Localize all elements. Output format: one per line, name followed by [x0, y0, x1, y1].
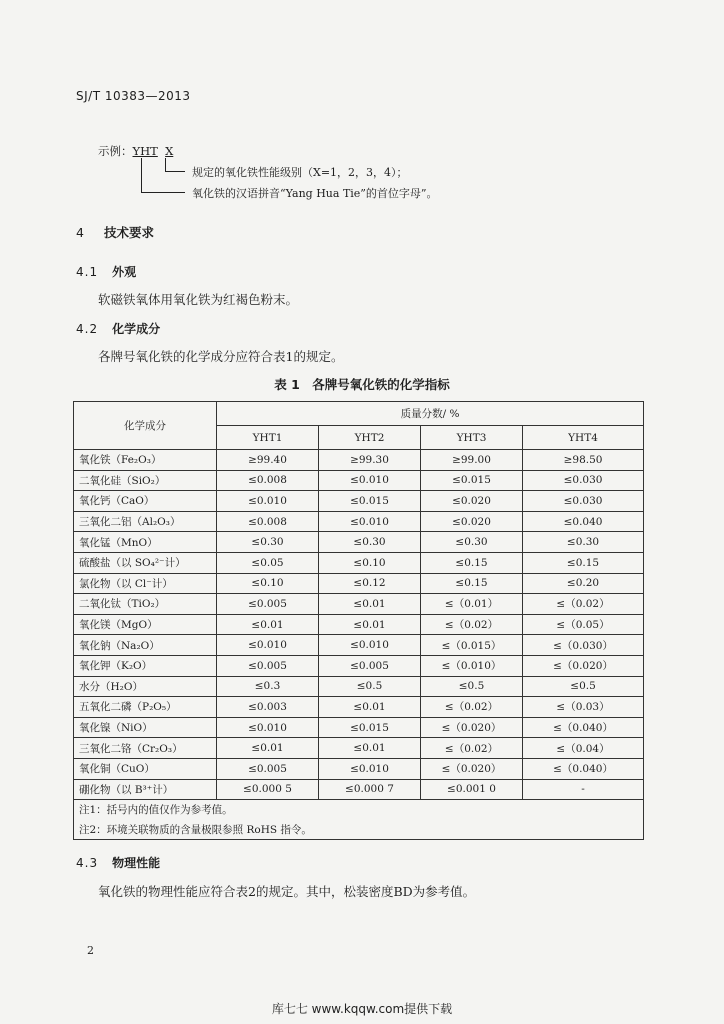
table-row [74, 532, 644, 553]
table-note-2: 注2：环境关联物质的含量极限参照 RoHS 指令。 [74, 820, 644, 840]
legend-pinyin: 氧化铁的汉语拼音“Yang Hua Tie”的首位字母”。 [192, 187, 438, 200]
section-4-1-number: 4.1 [76, 265, 99, 279]
value-cell-yht2: ≤0.5 [319, 676, 421, 697]
component-name: 三氧化二铬（Cr₂O₃） [74, 738, 217, 759]
value-cell-yht1: ≤0.10 [217, 573, 319, 594]
table-row [74, 614, 644, 635]
value-cell-yht3: ≤（0.015） [421, 635, 523, 656]
value-cell-yht4: ≤0.040 [523, 511, 644, 532]
page-number: 2 [87, 944, 94, 957]
value-cell-yht4: ≤（0.05） [523, 614, 644, 635]
value-cell-yht3: ≤（0.01） [421, 594, 523, 615]
value-cell-yht2: ≤0.010 [319, 511, 421, 532]
value-cell-yht3: ≤0.020 [421, 511, 523, 532]
value-cell-yht4: ≤（0.03） [523, 697, 644, 718]
table-row [74, 717, 644, 738]
component-name: 水分（H₂O） [74, 676, 217, 697]
header-grade-yht4: YHT4 [523, 426, 644, 450]
value-cell-yht1: ≤0.003 [217, 697, 319, 718]
value-cell-yht1: ≤0.000 5 [217, 779, 319, 800]
header-component: 化学成分 [74, 402, 217, 450]
value-cell-yht3: ≤（0.02） [421, 738, 523, 759]
legend-vline-grade [165, 158, 166, 172]
table-row [74, 511, 644, 532]
value-cell-yht4: ≤0.30 [523, 532, 644, 553]
value-cell-yht1: ≤0.005 [217, 655, 319, 676]
chemical-index-table [73, 401, 644, 840]
section-4-3-title: 物理性能 [112, 856, 161, 870]
component-name: 氧化镁（MgO） [74, 614, 217, 635]
value-cell-yht1: ≤0.3 [217, 676, 319, 697]
value-cell-yht4: ≤0.030 [523, 470, 644, 491]
section-4-1-heading [76, 263, 136, 280]
value-cell-yht3: ≤（0.02） [421, 697, 523, 718]
component-name: 氧化钠（Na₂O） [74, 635, 217, 656]
header-mass-fraction: 质量分数/ % [217, 402, 644, 426]
table-row [74, 655, 644, 676]
value-cell-yht3: ≤（0.020） [421, 717, 523, 738]
legend-grade: 规定的氧化铁性能级别（X=1，2，3，4）； [192, 166, 408, 179]
legend-hline-pinyin [141, 192, 185, 193]
value-cell-yht1: ≤0.008 [217, 470, 319, 491]
value-cell-yht2: ≤0.000 7 [319, 779, 421, 800]
component-name: 氧化钾（K₂O） [74, 655, 217, 676]
value-cell-yht1: ≤0.008 [217, 511, 319, 532]
value-cell-yht1: ≤0.010 [217, 491, 319, 512]
legend-vline-pinyin [141, 158, 142, 193]
table-1-caption: 表 1 各牌号氧化铁的化学指标 [274, 377, 450, 392]
value-cell-yht3: ≤0.020 [421, 491, 523, 512]
header-grade-yht1: YHT1 [217, 426, 319, 450]
value-cell-yht3: ≤0.5 [421, 676, 523, 697]
value-cell-yht2: ≤0.015 [319, 717, 421, 738]
value-cell-yht3: ≤0.001 0 [421, 779, 523, 800]
section-4-2-text: 各牌号氧化铁的化学成分应符合表1的规定。 [98, 349, 344, 364]
value-cell-yht2: ≤0.010 [319, 470, 421, 491]
value-cell-yht2: ≤0.01 [319, 738, 421, 759]
example-line [98, 143, 173, 159]
value-cell-yht2: ≤0.10 [319, 552, 421, 573]
component-name: 氧化锰（MnO） [74, 532, 217, 553]
example-label: 示例： [98, 144, 133, 158]
value-cell-yht4: ≥98.50 [523, 450, 644, 471]
section-4-title: 技术要求 [103, 225, 154, 240]
table-row [74, 470, 644, 491]
component-name: 二氧化钛（TiO₂） [74, 594, 217, 615]
table-row [74, 738, 644, 759]
value-cell-yht2: ≤0.010 [319, 635, 421, 656]
table-row [74, 573, 644, 594]
value-cell-yht3: ≤（0.020） [421, 758, 523, 779]
component-name: 氧化镍（NiO） [74, 717, 217, 738]
value-cell-yht4: ≤（0.040） [523, 717, 644, 738]
table-row [74, 779, 644, 800]
component-name: 氧化钙（CaO） [74, 491, 217, 512]
table-row [74, 594, 644, 615]
value-cell-yht3: ≤（0.02） [421, 614, 523, 635]
standard-number: SJ/T 10383—2013 [76, 89, 191, 103]
value-cell-yht2: ≤0.005 [319, 655, 421, 676]
section-4-3-number: 4.3 [76, 856, 99, 870]
header-grade-yht2: YHT2 [319, 426, 421, 450]
value-cell-yht2: ≤0.12 [319, 573, 421, 594]
value-cell-yht1: ≤0.30 [217, 532, 319, 553]
value-cell-yht1: ≤0.005 [217, 758, 319, 779]
example-code-var: X [165, 144, 174, 158]
component-name: 硼化物（以 B³⁺计） [74, 779, 217, 800]
value-cell-yht1: ≥99.40 [217, 450, 319, 471]
table-row [74, 697, 644, 718]
component-name: 硫酸盐（以 SO₄²⁻计） [74, 552, 217, 573]
example-code-prefix: YHT [132, 144, 158, 158]
value-cell-yht4: - [523, 779, 644, 800]
component-name: 三氧化二铝（Al₂O₃） [74, 511, 217, 532]
value-cell-yht4: ≤（0.020） [523, 655, 644, 676]
component-name: 氧化铜（CuO） [74, 758, 217, 779]
value-cell-yht1: ≤0.010 [217, 717, 319, 738]
section-4-2-heading [76, 320, 160, 337]
value-cell-yht1: ≤0.005 [217, 594, 319, 615]
value-cell-yht2: ≤0.01 [319, 614, 421, 635]
section-4-2-number: 4.2 [76, 322, 99, 336]
value-cell-yht4: ≤（0.04） [523, 738, 644, 759]
value-cell-yht2: ≤0.01 [319, 697, 421, 718]
section-4-3-text: 氧化铁的物理性能应符合表2的规定。其中，松装密度BD为参考值。 [98, 884, 476, 899]
table-note-1: 注1：括号内的值仅作为参考值。 [74, 800, 644, 820]
value-cell-yht4: ≤0.20 [523, 573, 644, 594]
value-cell-yht3: ≤0.15 [421, 573, 523, 594]
table-row [74, 491, 644, 512]
value-cell-yht3: ≤（0.010） [421, 655, 523, 676]
value-cell-yht3: ≥99.00 [421, 450, 523, 471]
value-cell-yht2: ≤0.30 [319, 532, 421, 553]
table-row [74, 635, 644, 656]
component-name: 氯化物（以 Cl⁻计） [74, 573, 217, 594]
component-name: 二氧化硅（SiO₂） [74, 470, 217, 491]
section-4-1-title: 外观 [112, 265, 137, 279]
value-cell-yht3: ≤0.30 [421, 532, 523, 553]
section-4-1-text: 软磁铁氧体用氧化铁为红褐色粉末。 [98, 292, 299, 307]
section-4-heading [76, 223, 154, 241]
section-4-number: 4 [76, 225, 84, 240]
table-row [74, 450, 644, 471]
value-cell-yht3: ≤0.15 [421, 552, 523, 573]
component-name: 氧化铁（Fe₂O₃） [74, 450, 217, 471]
component-name: 五氧化二磷（P₂O₅） [74, 697, 217, 718]
value-cell-yht4: ≤0.15 [523, 552, 644, 573]
value-cell-yht4: ≤（0.040） [523, 758, 644, 779]
value-cell-yht4: ≤（0.02） [523, 594, 644, 615]
table-row [74, 552, 644, 573]
value-cell-yht1: ≤0.01 [217, 738, 319, 759]
value-cell-yht4: ≤0.030 [523, 491, 644, 512]
value-cell-yht2: ≤0.01 [319, 594, 421, 615]
value-cell-yht1: ≤0.05 [217, 552, 319, 573]
section-4-2-title: 化学成分 [112, 322, 161, 336]
value-cell-yht2: ≤0.010 [319, 758, 421, 779]
value-cell-yht2: ≥99.30 [319, 450, 421, 471]
value-cell-yht1: ≤0.010 [217, 635, 319, 656]
value-cell-yht2: ≤0.015 [319, 491, 421, 512]
footer-watermark: 库七七 www.kqqw.com提供下载 [271, 1002, 453, 1016]
legend-hline-grade [165, 171, 185, 172]
value-cell-yht4: ≤0.5 [523, 676, 644, 697]
table-row [74, 676, 644, 697]
header-grade-yht3: YHT3 [421, 426, 523, 450]
table-row [74, 758, 644, 779]
value-cell-yht3: ≤0.015 [421, 470, 523, 491]
section-4-3-heading [76, 854, 160, 871]
value-cell-yht4: ≤（0.030） [523, 635, 644, 656]
value-cell-yht1: ≤0.01 [217, 614, 319, 635]
